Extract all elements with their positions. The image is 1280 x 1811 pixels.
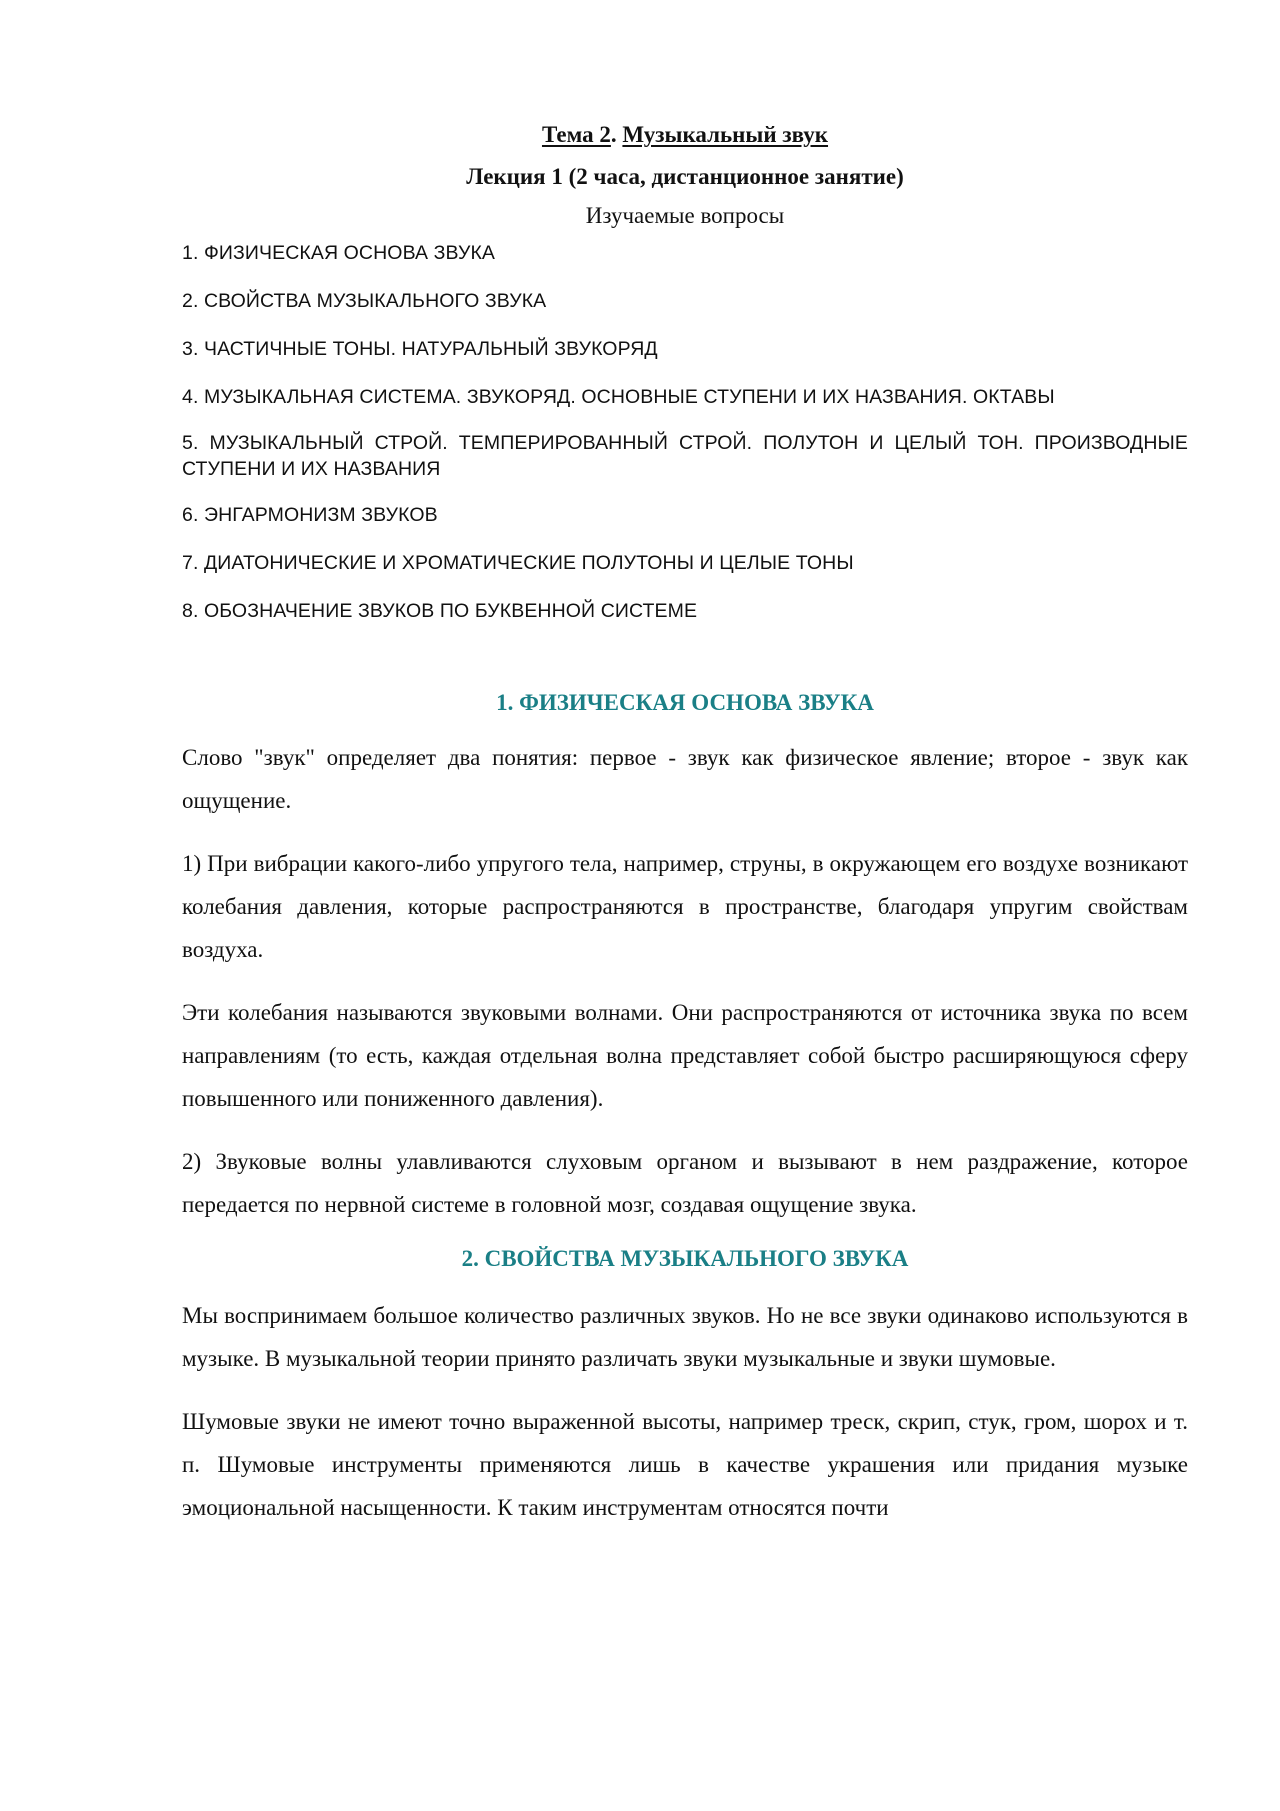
question-item: 4. МУЗЫКАЛЬНАЯ СИСТЕМА. ЗВУКОРЯД. ОСНОВНЫЕ СТУПЕНИ И ИХ НАЗВАНИЯ. ОКТАВЫ <box>182 386 1055 408</box>
question-item: 1. ФИЗИЧЕСКАЯ ОСНОВА ЗВУКА <box>182 242 496 264</box>
section-1-paragraph: Эти колебания называются звуковыми волнами. Они распространяются от источника звука по всем направлениям (то есть, каждая отдельная волна представляет собой быстро расширяющуюся сферу повышенного или пониженного давления). <box>182 1000 1188 1111</box>
question-item: 3. ЧАСТИЧНЫЕ ТОНЫ. НАТУРАЛЬНЫЙ ЗВУКОРЯД <box>182 338 658 360</box>
section-1-heading: 1. ФИЗИЧЕСКАЯ ОСНОВА ЗВУКА <box>496 690 874 715</box>
questions-title: Изучаемые вопросы <box>585 203 785 228</box>
topic-prefix: Тема 2 <box>541 122 611 147</box>
question-item: 7. ДИАТОНИЧЕСКИЕ И ХРОМАТИЧЕСКИЕ ПОЛУТОНЫ И ЦЕЛЫЕ ТОНЫ <box>182 552 854 574</box>
topic-name: Музыкальный звук <box>622 122 829 147</box>
section-1-paragraph: 2) Звуковые волны улавливаются слуховым органом и вызывают в нем раздражение, которое передается по нервной системе в головной мозг, создавая ощущение звука. <box>182 1149 1188 1217</box>
question-item: 6. ЭНГАРМОНИЗМ ЗВУКОВ <box>182 504 438 526</box>
section-2-paragraph: Шумовые звуки не имеют точно выраженной высоты, например треск, скрип, стук, гром, шорох и т. п. Шумовые инструменты применяются лишь в качестве украшения или придания музыке эмоциональной насыщенности. К таким инструментам относятся почти <box>182 1409 1188 1520</box>
question-item: 2. СВОЙСТВА МУЗЫКАЛЬНОГО ЗВУКА <box>182 290 547 312</box>
topic-title <box>182 118 1188 152</box>
question-item: 8. ОБОЗНАЧЕНИЕ ЗВУКОВ ПО БУКВЕННОЙ СИСТЕМЕ <box>182 600 698 622</box>
section-1-paragraph: 1) При вибрации какого-либо упругого тела, например, струны, в окружающем его воздухе возникают колебания давления, которые распространяются в пространстве, благодаря упругим свойствам воздуха. <box>182 851 1188 962</box>
lecture-title: Лекция 1 (2 часа, дистанционное занятие) <box>466 164 904 189</box>
document-content <box>182 118 1188 1529</box>
question-item: 5. МУЗЫКАЛЬНЫЙ СТРОЙ. ТЕМПЕРИРОВАННЫЙ СТРОЙ. ПОЛУТОН И ЦЕЛЫЙ ТОН. ПРОИЗВОДНЫЕ СТУПЕНИ И ИХ НАЗВАНИЯ <box>182 432 1188 480</box>
topic-separator: . <box>610 122 623 147</box>
section-1-paragraph: Слово "звук" определяет два понятия: первое - звук как физическое явление; второе - звук как ощущение. <box>182 745 1188 813</box>
section-2-heading: 2. СВОЙСТВА МУЗЫКАЛЬНОГО ЗВУКА <box>461 1246 909 1271</box>
questions-list <box>182 240 1188 624</box>
section-2-paragraph: Мы воспринимаем большое количество различных звуков. Но не все звуки одинаково используются в музыке. В музыкальной теории принято различать звуки музыкальные и звуки шумовые. <box>182 1303 1188 1371</box>
